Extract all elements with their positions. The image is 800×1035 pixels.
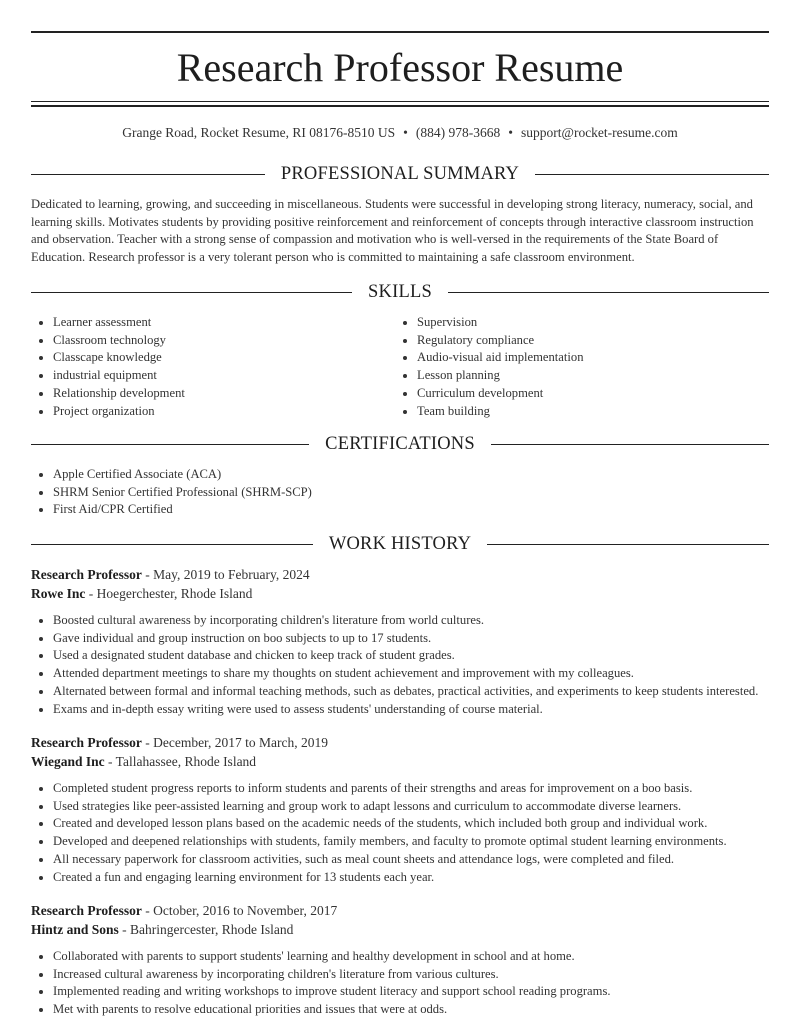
job-dates: May, 2019 to February, 2024 xyxy=(153,567,310,582)
list-item: • SHRM Senior Certified Professional (SHRM-SCP) xyxy=(53,484,769,502)
title-double-divider xyxy=(31,101,769,107)
job-duties-list xyxy=(31,948,769,1019)
list-item: • Regulatory compliance xyxy=(417,332,755,350)
job-company-line: Rowe Inc - Hoegerchester, Rhode Island xyxy=(31,586,253,601)
contact-line xyxy=(31,124,769,142)
list-item: • Exams and in-depth essay writing were used to assess students' understanding of course material. xyxy=(53,701,769,719)
certifications-heading-text: CERTIFICATIONS xyxy=(325,434,475,454)
skills-right-column xyxy=(395,314,755,420)
contact-separator: • xyxy=(508,125,514,140)
list-item: • industrial equipment xyxy=(53,367,391,385)
list-item: • Gave individual and group instruction on boo subjects to up to 17 students. xyxy=(53,630,769,648)
certifications-heading xyxy=(31,433,769,455)
summary-text: Dedicated to learning, growing, and succeeding in miscellaneous. Students were successful in developing strong literacy, numeracy, social, and learning skills. Motivates students by providing positive reinforcement and reinforcement of concepts through interactive classroom instruction and observation. Teacher with a strong sense of compassion and motivation who is well-versed in the requirements of the State Board of Education. Research professor is a very tolerant person who is committed to maintaining a safe classroom environment. xyxy=(31,197,754,265)
job-company: Wiegand Inc xyxy=(31,754,105,769)
list-item: • Supervision xyxy=(417,314,755,332)
heading-rule-right xyxy=(448,292,769,293)
work-history-heading-text: WORK HISTORY xyxy=(328,534,472,554)
list-item: • Collaborated with parents to support students' learning and healthy development in school and at home. xyxy=(53,948,769,966)
heading-rule-right xyxy=(535,174,769,175)
list-item: • Increased cultural awareness by incorporating children's literature from various cultures. xyxy=(53,966,769,984)
list-item: • Curriculum development xyxy=(417,385,755,403)
heading-rule-left xyxy=(31,444,309,445)
heading-rule-right xyxy=(491,444,769,445)
list-item: • Created a fun and engaging learning environment for 13 students each year. xyxy=(53,869,769,887)
certifications-list xyxy=(31,466,769,519)
list-item: • Alternated between formal and informal teaching methods, such as debates, practical activities, and experiments to keep students interested. xyxy=(53,683,769,701)
list-item: • Classroom technology xyxy=(53,332,391,350)
job-title-line: Research Professor - October, 2016 to November, 2017 xyxy=(31,903,338,918)
list-item: • Audio-visual aid implementation xyxy=(417,349,755,367)
work-history-heading xyxy=(31,533,769,555)
job-company-line: Wiegand Inc - Tallahassee, Rhode Island xyxy=(31,754,257,769)
job-location: Hoegerchester, Rhode Island xyxy=(96,586,253,601)
list-item: • Developed and deepened relationships with students, family members, and faculty to promote optimal student learning environments. xyxy=(53,833,769,851)
list-item: • Apple Certified Associate (ACA) xyxy=(53,466,769,484)
contact-phone: (884) 978-3668 xyxy=(415,125,501,140)
heading-rule-left xyxy=(31,174,265,175)
job-location: Bahringercester, Rhode Island xyxy=(130,922,294,937)
job-company-line: Hintz and Sons - Bahringercester, Rhode Island xyxy=(31,922,294,937)
list-item: • Project organization xyxy=(53,403,391,421)
list-item: • Used a designated student database and chicken to keep track of student grades. xyxy=(53,647,769,665)
list-item: • Lesson planning xyxy=(417,367,755,385)
job-duties-list xyxy=(31,612,769,718)
job-company: Hintz and Sons xyxy=(31,922,119,937)
certifications-section xyxy=(31,466,769,519)
list-item: • Met with parents to resolve educational priorities and issues that were at odds. xyxy=(53,1001,769,1019)
list-item: • Learner assessment xyxy=(53,314,391,332)
summary-heading xyxy=(31,163,769,185)
skills-right-list xyxy=(395,314,755,420)
summary-heading-text: PROFESSIONAL SUMMARY xyxy=(280,164,520,184)
list-item: • First Aid/CPR Certified xyxy=(53,501,769,519)
contact-email: support@rocket-resume.com xyxy=(521,125,678,140)
list-item: • Classcape knowledge xyxy=(53,349,391,367)
heading-rule-left xyxy=(31,292,352,293)
list-item: • Relationship development xyxy=(53,385,391,403)
job-duties xyxy=(31,780,769,886)
job-duties xyxy=(31,612,769,718)
skills-left-column xyxy=(31,314,391,420)
job-title: Research Professor xyxy=(31,903,142,918)
skills-heading xyxy=(31,281,769,303)
job-title: Research Professor xyxy=(31,735,142,750)
contact-separator: • xyxy=(403,125,408,140)
list-item: • Implemented reading and writing workshops to improve student literacy and support school reading programs. xyxy=(53,983,769,1001)
list-item: • Boosted cultural awareness by incorporating children's literature from world cultures. xyxy=(53,612,769,630)
resume-title: Research Professor Resume xyxy=(176,45,624,90)
job-company: Rowe Inc xyxy=(31,586,86,601)
list-item: • Completed student progress reports to inform students and parents of their strengths and areas for improvement on a boo basis. xyxy=(53,780,769,798)
heading-rule-left xyxy=(31,544,313,545)
list-item: • Used strategies like peer-assisted learning and group work to adapt lessons and curriculum to accommodate diverse learners. xyxy=(53,798,769,816)
job-dates: December, 2017 to March, 2019 xyxy=(153,735,329,750)
top-divider xyxy=(31,31,769,33)
job-dates: October, 2016 to November, 2017 xyxy=(153,903,338,918)
list-item: • All necessary paperwork for classroom activities, such as meal count sheets and attendance logs, were completed and filed. xyxy=(53,851,769,869)
job-title: Research Professor xyxy=(31,567,142,582)
skills-left-list xyxy=(31,314,391,420)
list-item: • Team building xyxy=(417,403,755,421)
job-title-line: Research Professor - May, 2019 to February, 2024 xyxy=(31,567,310,582)
job-duties-list xyxy=(31,780,769,886)
job-location: Tallahassee, Rhode Island xyxy=(115,754,257,769)
list-item: • Created and developed lesson plans based on the academic needs of the students, which included both group and individual work. xyxy=(53,815,769,833)
contact-address: Grange Road, Rocket Resume, RI 08176-8510 US xyxy=(122,125,396,140)
job-duties xyxy=(31,948,769,1019)
job-title-line: Research Professor - December, 2017 to March, 2019 xyxy=(31,735,329,750)
skills-heading-text: SKILLS xyxy=(368,282,432,302)
list-item: • Attended department meetings to share my thoughts on student achievement and improvement with my colleagues. xyxy=(53,665,769,683)
heading-rule-right xyxy=(487,544,769,545)
